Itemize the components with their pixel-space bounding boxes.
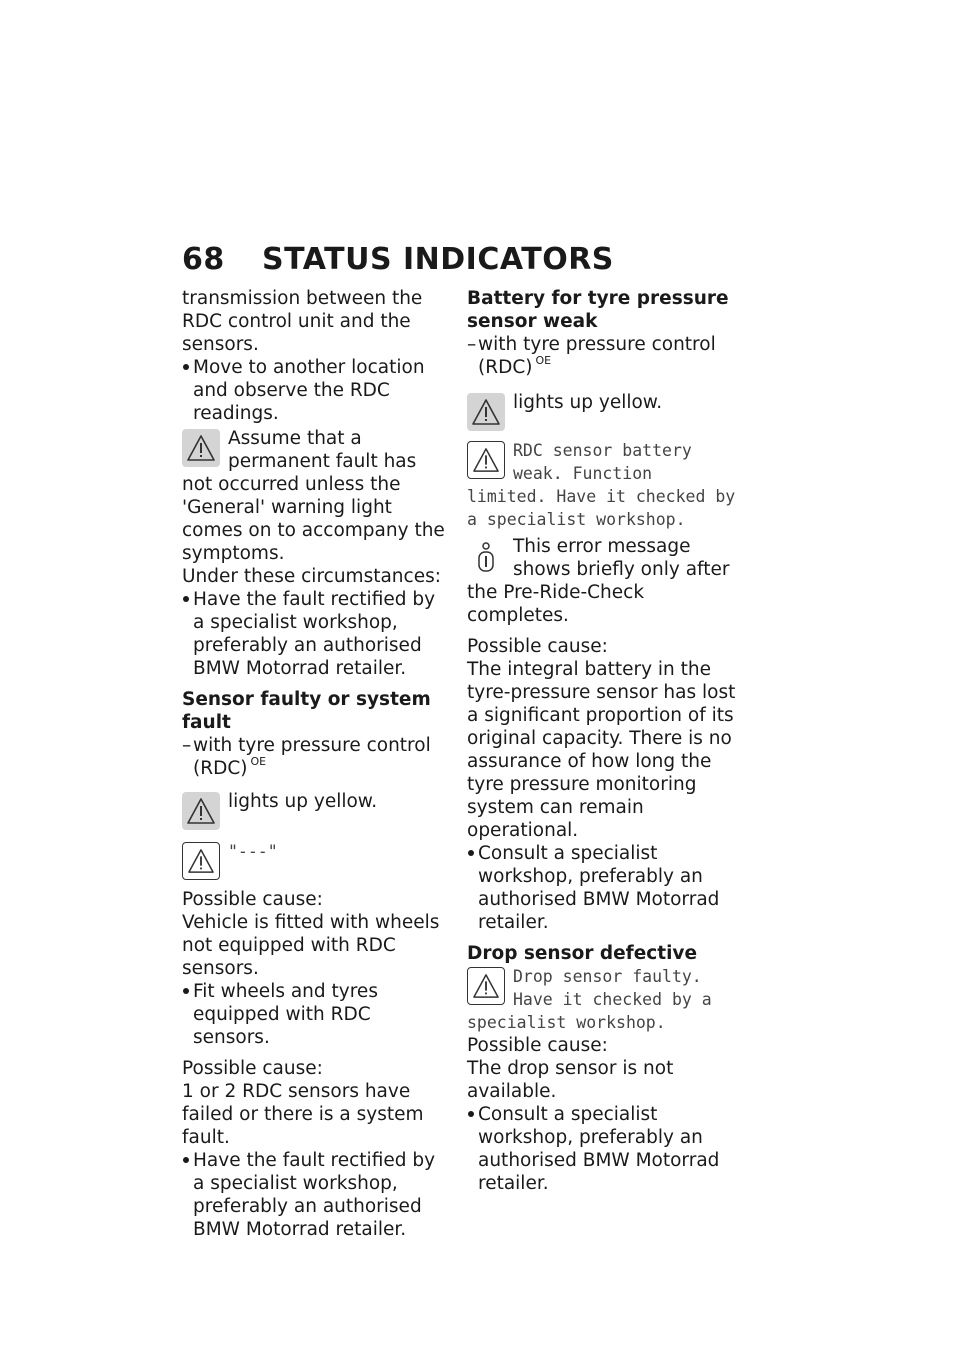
heading-battery-weak: Battery for tyre pressure sensor weak [467, 288, 729, 332]
heading-drop-sensor: Drop sensor defective [467, 943, 698, 964]
warning-note [182, 427, 450, 565]
left-column [182, 287, 450, 1241]
heading-sensor-faulty: Sensor faulty or system fault [182, 689, 431, 733]
bullet-consult-workshop: Consult a specialist workshop, preferably an authorised BMW Motorrad retailer. [467, 1103, 739, 1195]
cause-text: The integral battery in the tyre-pressure sensor has lost a significant proportion of its original capacity. There is no assurance of how long the tyre pressure monitoring system can remain operational. [467, 659, 736, 841]
general-warning-icon [182, 792, 220, 830]
page-number: 68 [182, 242, 225, 277]
option-rdc: – with tyre pressure control (RDC) $^{OE}$ [182, 735, 431, 779]
general-warning-icon [467, 393, 505, 431]
display-message: Drop sensor faulty. Have it checked by a specialist workshop. [467, 967, 712, 1032]
cause-text: The drop sensor is not available. [467, 1058, 674, 1102]
cause-label: Possible cause: [467, 1035, 608, 1056]
info-text: This error message shows briefly only after the Pre-Ride-Check completes. [467, 536, 730, 626]
info-icon [467, 537, 505, 575]
bullet-consult-workshop: Consult a specialist workshop, preferably an authorised BMW Motorrad retailer. [467, 842, 739, 934]
page-title: STATUS INDICATORS [262, 242, 614, 277]
right-column [467, 287, 739, 1195]
bullet-fit-wheels: Fit wheels and tyres equipped with RDC sensors. [182, 980, 450, 1049]
cause-label: Possible cause: [182, 889, 323, 910]
display-row [467, 965, 739, 1034]
display-row [467, 439, 739, 531]
display-message: "---" [228, 842, 278, 861]
cause-label: Possible cause: [182, 1058, 323, 1079]
display-warning-icon [467, 967, 505, 1005]
cause-text: Vehicle is fitted with wheels not equipped with RDC sensors. [182, 912, 440, 979]
lights-up-text: lights up yellow. [513, 392, 663, 413]
intro-text: transmission between the RDC control unit and the sensors. [182, 288, 423, 355]
lights-up-row [182, 790, 450, 830]
cause-text: 1 or 2 RDC sensors have failed or there is a system fault. [182, 1081, 424, 1148]
display-warning-icon [467, 441, 505, 479]
lights-up-text: lights up yellow. [228, 791, 378, 812]
lights-up-row [467, 391, 739, 431]
bullet-have-fault-rectified: Have the fault rectified by a specialist workshop, preferably an authorised BMW Motorrad retailer. [182, 588, 450, 680]
display-warning-icon [182, 842, 220, 880]
info-row [467, 535, 739, 627]
bullet-have-fault-rectified: Have the fault rectified by a specialist workshop, preferably an authorised BMW Motorrad retailer. [182, 1149, 450, 1241]
bullet-move-location: Move to another location and observe the RDC readings. [182, 356, 450, 425]
circumstances-text: Under these circumstances: [182, 566, 441, 587]
display-message: RDC sensor battery weak. Function limited. Have it checked by a specialist workshop. [467, 441, 736, 529]
display-row [182, 840, 450, 880]
page-header [182, 240, 614, 280]
general-warning-icon [182, 429, 220, 467]
warning-note-text: Assume that a permanent fault has not occurred unless the 'General' warning light comes on to accompany the symptoms. [182, 428, 445, 564]
cause-label: Possible cause: [467, 636, 608, 657]
option-rdc: – with tyre pressure control (RDC) $^{OE}$ [467, 334, 716, 378]
